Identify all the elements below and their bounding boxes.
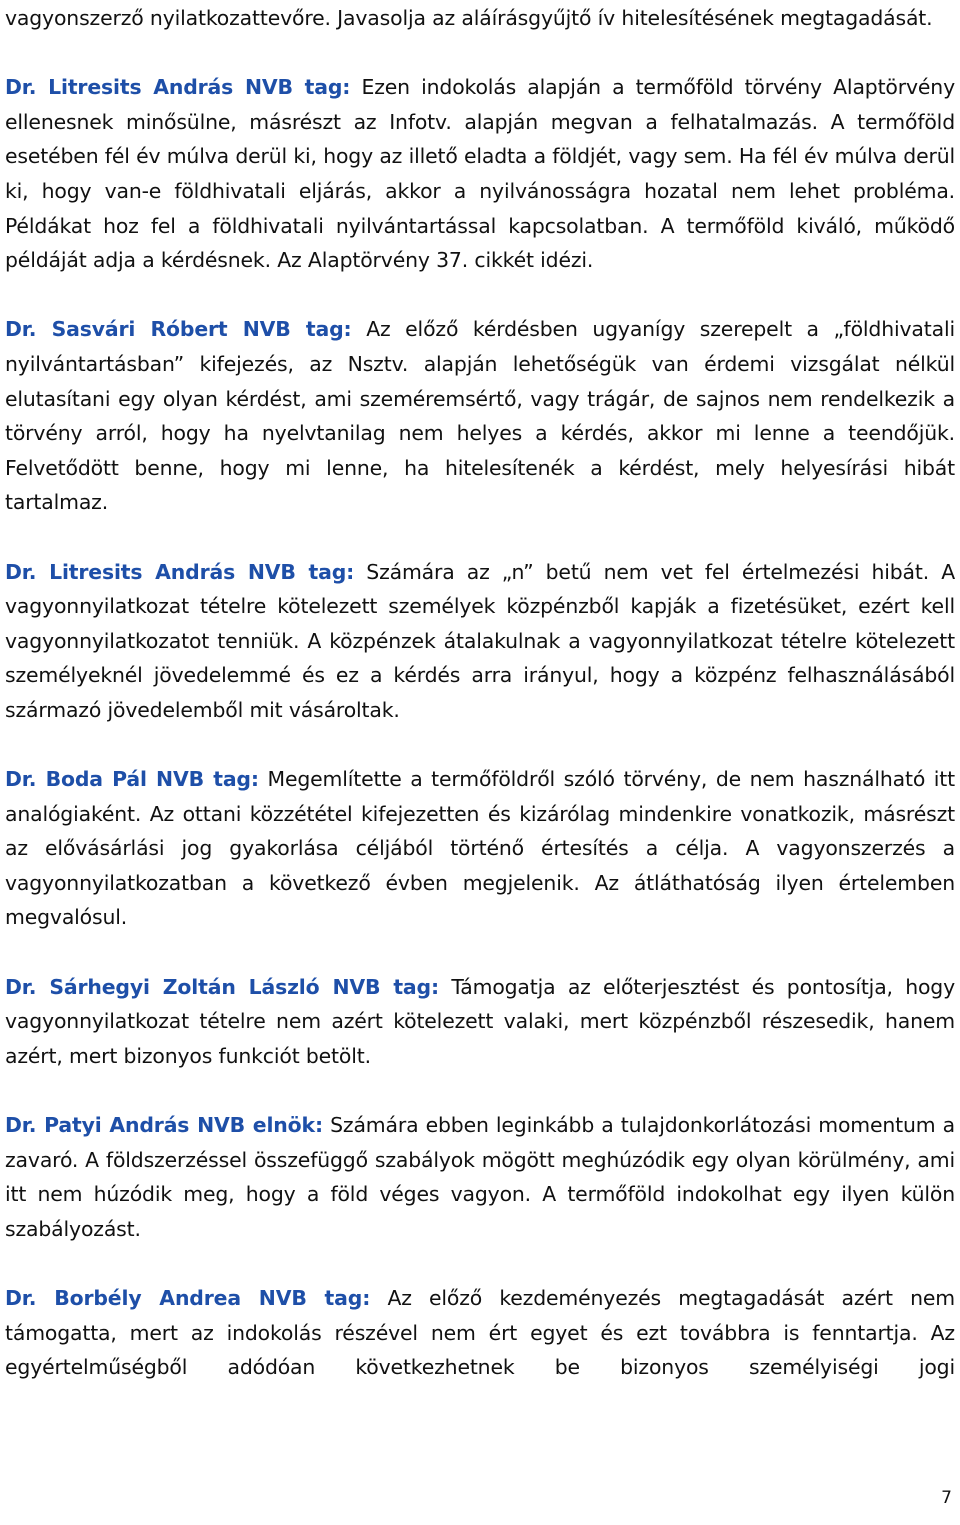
- paragraph: [5, 1, 955, 36]
- paragraph: [5, 762, 955, 935]
- paragraph-text: vagyonszerző nyilatkozattevőre. Javasolja az aláírásgyűjtő ív hitelesítésének megtagadását.: [5, 6, 933, 30]
- speaker-name: Dr. Borbély Andrea NVB tag:: [5, 1285, 371, 1310]
- speaker-name: Dr. Sárhegyi Zoltán László NVB tag:: [5, 974, 439, 999]
- paragraph: [5, 70, 955, 278]
- paragraph-gap: [5, 1073, 955, 1108]
- document-page: [5, 0, 955, 1385]
- speaker-name: Dr. Litresits András NVB tag:: [5, 559, 355, 584]
- speaker-name: Dr. Patyi András NVB elnök:: [5, 1113, 323, 1137]
- paragraph: [5, 555, 955, 728]
- paragraph-gap: [5, 278, 955, 313]
- paragraph-text: Számára az „n” betű nem vet fel értelmezési hibát. A vagyonnyilatkozat tételre kötelezett személyek közpénzből kapják a fizetésüket, ezért kell vagyonnyilatkozatot tenniük. A közpénzek átalakulnak a vagyonnyilatkozat tételre kötelezett személyeknél jövedelemmé és ez a kérdés arra irányul, hogy a közpénz felhasználásából származó jövedelemből mit vásároltak.: [5, 559, 955, 722]
- paragraph-text: Az előző kezdeményezés megtagadását azért nem támogatta, mert az indokolás részével nem ért egyet és ezt továbbra is fenntartja. Az egyértelműségből adódóan következhetnek be bizonyos személyiségi jogi: [5, 1285, 955, 1380]
- paragraph-gap: [5, 520, 955, 555]
- paragraph-text: Megemlítette a termőföldről szóló törvény, de nem használható itt analógiaként. Az ottani közzététel kifejezetten és kizárólag mindenkire vonatkozik, másrészt az elővásárlási jog gyakorlása céljából történő értesítés a célja. A vagyonszerzés a vagyonnyilatkozatban a következő évben megjelenik. Az átláthatóság ilyen értelemben megvalósul.: [5, 767, 955, 930]
- paragraph-gap: [5, 727, 955, 762]
- paragraph-text: Ezen indokolás alapján a termőföld törvény Alaptörvény ellenesnek minősülne, másrészt az Infotv. alapján megvan a felhatalmazás. A termőföld esetében fél év múlva derül ki, hogy az illető eladta a földjét, vagy sem. Ha fél év múlva derül ki, hogy van-e földhivatali eljárás, akkor a nyilvánosságra hozatal nem lehet probléma. Példákat hoz fel a földhivatali nyilvántartással kapcsolatban. A termőföld kiváló, működő példáját adja a kérdésnek. Az Alaptörvény 37. cikkét idézi.: [5, 75, 955, 273]
- paragraph: [5, 970, 955, 1074]
- speaker-name: Dr. Sasvári Róbert NVB tag:: [5, 317, 352, 342]
- paragraph: [5, 1281, 955, 1385]
- page-number: 7: [941, 1488, 952, 1508]
- speaker-name: Dr. Boda Pál NVB tag:: [5, 767, 259, 792]
- speaker-name: Dr. Litresits András NVB tag:: [5, 75, 351, 100]
- paragraph-gap: [5, 935, 955, 970]
- paragraph: [5, 312, 955, 520]
- paragraph-text: Támogatja az előterjesztést és pontosítja, hogy vagyonnyilatkozat tételre nem azért kötelezett valaki, mert közpénzből részesedik, hanem azért, mert bizonyos funkciót betölt.: [5, 974, 956, 1068]
- paragraph-gap: [5, 1246, 955, 1281]
- paragraph-gap: [5, 36, 955, 71]
- paragraph-text: Számára ebben leginkább a tulajdonkorlátozási momentum a zavaró. A földszerzéssel összefüggő szabályok mögött meghúzódik egy olyan körülmény, ami itt nem húzódik meg, hogy a föld véges vagyon. A termőföld indokolhat egy ilyen külön szabályozást.: [5, 1113, 955, 1241]
- paragraph: [5, 1108, 955, 1246]
- paragraph-text: Az előző kérdésben ugyanígy szerepelt a „földhivatali nyilvántartásban” kifejezés, az Nsztv. alapján lehetőségük van érdemi vizsgálat nélkül elutasítani egy olyan kérdést, ami szeméremsértő, vagy trágár, de sajnos nem rendelkezik a törvény arról, hogy ha nyelvtanilag nem helyes a kérdés, akkor mi lenne a teendőjük. Felvetődött benne, hogy mi lenne, ha hitelesítenék a kérdést, mely helyesírási hibát tartalmaz.: [5, 317, 955, 515]
